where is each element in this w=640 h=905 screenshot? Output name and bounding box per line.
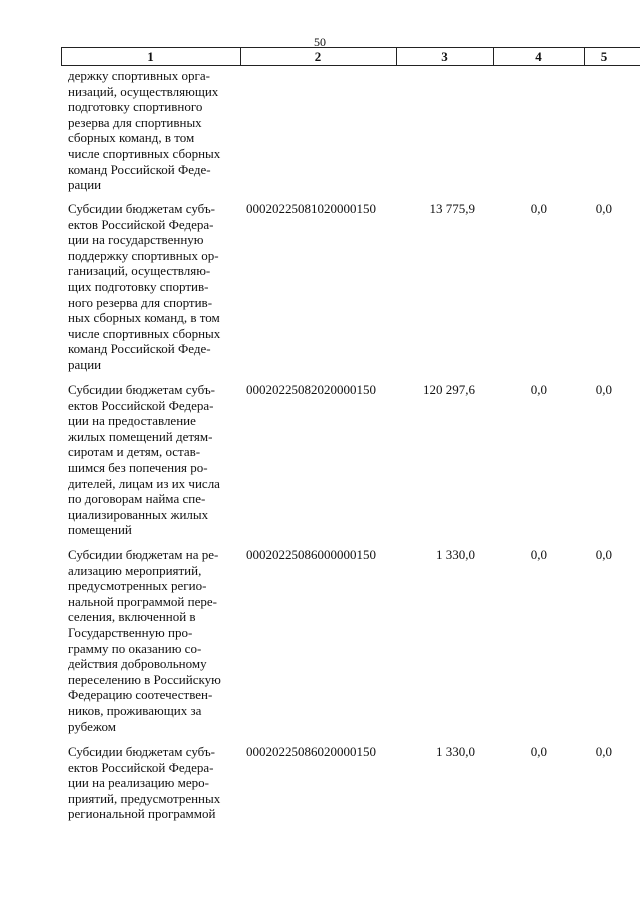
description-line: резерва для спортивных	[68, 114, 202, 130]
description-line: ного резерва для спортив-	[68, 294, 213, 310]
description-line: грамму по оказанию со-	[68, 640, 202, 656]
row-value-col4: 0,0	[530, 201, 547, 216]
description-line: ектов Российской Федера-	[68, 397, 214, 413]
row-description	[68, 382, 236, 538]
row-code: 00020225081020000150	[246, 201, 376, 216]
row-description	[68, 201, 236, 373]
description-line: переселению в Российскую	[68, 671, 221, 687]
row-value-col4: 0,0	[530, 382, 547, 397]
header-col-1: 1	[147, 49, 154, 64]
row-value-col4: 0,0	[530, 744, 547, 759]
page-number: 50	[314, 35, 326, 49]
description-line: действия добровольному	[68, 656, 207, 672]
description-line: команд Российской Феде-	[68, 161, 211, 177]
row-value-col5: 0,0	[595, 744, 612, 759]
description-line: поддержку спортивных ор-	[68, 247, 219, 263]
description-line: ции на реализацию меро-	[68, 775, 209, 791]
description-line: сиротам и детям, остав-	[68, 444, 201, 460]
row-description	[68, 547, 236, 734]
description-line: рубежом	[68, 718, 117, 734]
description-line: ции на предоставление	[68, 413, 196, 429]
description-line: команд Российской Феде-	[68, 341, 211, 357]
row-value-col3: 1 330,0	[436, 547, 475, 562]
description-line: низаций, осуществляющих	[68, 83, 219, 99]
row-value-col5: 0,0	[595, 201, 612, 216]
description-line: Субсидии бюджетам на ре-	[68, 547, 219, 562]
description-line: приятий, предусмотренных	[68, 790, 221, 806]
description-line: ализацию мероприятий,	[68, 562, 202, 578]
row-value-col3: 120 297,6	[423, 382, 475, 397]
description-line: предусмотренных регио-	[68, 578, 207, 594]
description-line: сборных команд, в том	[68, 130, 195, 146]
description-line: Субсидии бюджетам субъ-	[68, 382, 216, 397]
row-code: 00020225082020000150	[246, 382, 376, 397]
description-line: ции на государственную	[68, 232, 204, 248]
header-bottom-rule	[61, 65, 640, 66]
row-value-col3: 1 330,0	[436, 744, 475, 759]
description-line: рации	[68, 356, 102, 372]
row-description	[68, 744, 236, 822]
row-description	[68, 68, 236, 193]
description-line: ных сборных команд, в том	[68, 310, 220, 326]
row-code: 00020225086000000150	[246, 547, 376, 562]
description-line: ектов Российской Федера-	[68, 216, 214, 232]
description-line: шимся без попечения ро-	[68, 459, 208, 475]
description-line: подготовку спортивного	[68, 99, 203, 115]
description-line: щих подготовку спортив-	[68, 278, 209, 294]
description-line: жилых помещений детям-	[68, 428, 213, 444]
row-value-col5: 0,0	[595, 382, 612, 397]
description-line: Субсидии бюджетам субъ-	[68, 744, 216, 759]
description-line: Федерацию соотечествен-	[68, 687, 213, 703]
description-line: Субсидии бюджетам субъ-	[68, 201, 216, 216]
description-line: числе спортивных сборных	[68, 325, 221, 341]
row-value-col5: 0,0	[595, 547, 612, 562]
description-line: ектов Российской Федера-	[68, 759, 214, 775]
description-line: держку спортивных орга-	[68, 68, 210, 83]
header-col-4: 4	[535, 49, 542, 64]
description-line: селения, включенной в	[68, 609, 196, 625]
header-col-5: 5	[600, 49, 608, 64]
description-line: дителей, лицам из их числа	[68, 475, 220, 491]
row-code: 00020225086020000150	[246, 744, 376, 759]
description-line: региональной программой	[68, 806, 216, 822]
description-line: ганизаций, осуществляю-	[68, 263, 211, 279]
description-line: ников, проживающих за	[68, 702, 202, 718]
header-col-3: 3	[441, 49, 448, 64]
row-value-col4: 0,0	[530, 547, 547, 562]
description-line: числе спортивных сборных	[68, 145, 221, 161]
description-line: рации	[68, 177, 102, 193]
description-line: помещений	[68, 522, 132, 538]
description-line: Государственную про-	[68, 624, 193, 640]
header-col-2: 2	[314, 49, 322, 64]
description-line: по договорам найма спе-	[68, 491, 206, 507]
description-line: циализированных жилых	[68, 506, 209, 522]
description-line: нальной программой пере-	[68, 593, 217, 609]
row-value-col3: 13 775,9	[429, 201, 475, 216]
